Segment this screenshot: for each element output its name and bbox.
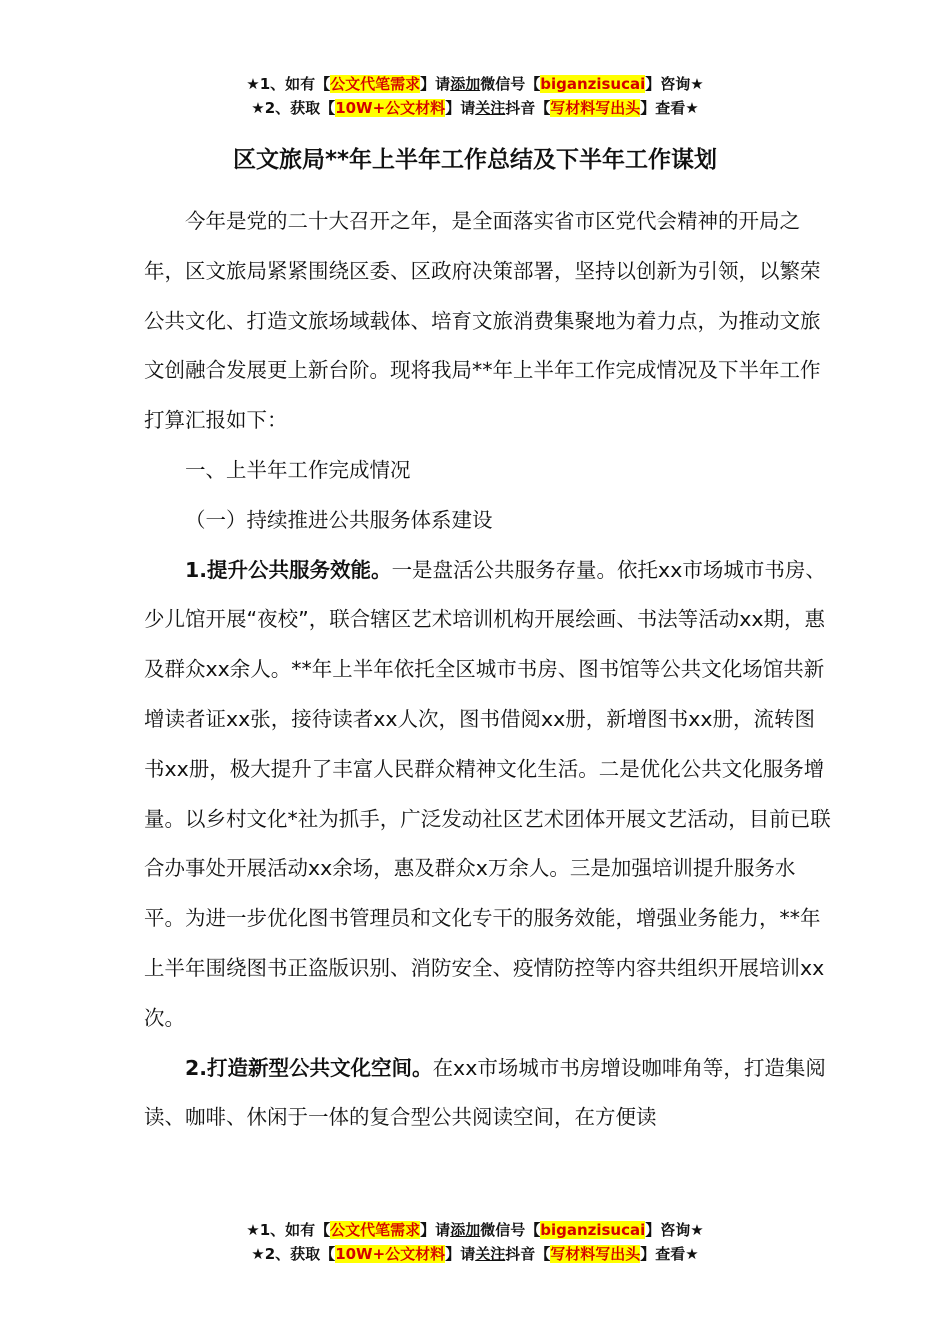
document-body	[144, 197, 834, 1143]
banner-text: 】请	[420, 1221, 451, 1239]
banner-highlight: biganzisucai	[540, 75, 646, 93]
header-banner	[0, 72, 950, 120]
document-title: 区文旅局**年上半年工作总结及下半年工作谋划	[232, 147, 718, 173]
banner-underline: 添加	[450, 1221, 481, 1239]
banner-text: ★2、获取【	[251, 1245, 336, 1263]
banner-text: 】咨询★	[645, 1221, 704, 1239]
banner-underline: 关注	[475, 99, 506, 117]
intro-paragraph: 今年是党的二十大召开之年，是全面落实省市区党代会精神的开局之年，区文旅局紧紧围绕区委、区政府决策部署，坚持以创新为引领，以繁荣公共文化、打造文旅场域载体、培育文旅消费集聚地为着力点，为推动文旅文创融合发展更上新台阶。现将我局**年上半年工作完成情况及下半年工作打算汇报如下：	[144, 209, 821, 433]
banner-line-2	[0, 96, 950, 120]
banner-text: ★2、获取【	[251, 99, 336, 117]
banner-text: 抖音【	[505, 1245, 551, 1263]
item-title: 1.提升公共服务效能。	[185, 557, 392, 582]
banner-text: 】咨询★	[645, 75, 704, 93]
banner-text: ★1、如有【	[246, 1221, 331, 1239]
item-title: 2.打造新型公共文化空间。	[185, 1055, 433, 1080]
banner-text: 】查看★	[640, 99, 699, 117]
item-paragraph-2	[144, 1044, 834, 1144]
banner-highlight: 10W+公文材料	[335, 99, 446, 117]
banner-text: ★1、如有【	[246, 75, 331, 93]
section-heading: 一、上半年工作完成情况	[185, 457, 411, 482]
banner-highlight: 写材料写出头	[550, 99, 641, 117]
item-paragraph-1	[144, 546, 834, 1044]
item-text: 一是盘活公共服务存量。依托xx市场城市书房、少儿馆开展“夜校”，联合辖区艺术培训机构开展绘画、书法等活动xx期，惠及群众xx余人。**年上半年依托全区城市书房、图书馆等公共文化场馆共新增读者证xx张，接待读者xx人次，图书借阅xx册，新增图书xx册，流转图书xx册，极大提升了丰富人民群众精神文化生活。二是优化公共文化服务增量。以乡村文化*社为抓手，广泛发动社区艺术团体开展文艺活动，目前已联合办事处开展活动xx余场，惠及群众x万余人。三是加强培训提升服务水平。为进一步优化图书管理员和文化专干的服务效能，增强业务能力，**年上半年围绕图书正盗版识别、消防安全、疫情防控等内容共组织开展培训xx次。	[144, 557, 831, 1030]
footer-banner	[0, 1218, 950, 1266]
banner-highlight: 10W+公文材料	[335, 1245, 446, 1263]
banner-text: 微信号【	[480, 75, 541, 93]
subsection-heading: （一）持续推进公共服务体系建设	[185, 507, 493, 532]
item-text: 在xx市场城市书房增设咖啡角等，打造集阅读、咖啡、休闲于一体的复合型公共阅读空间，在方便读	[144, 1055, 826, 1130]
banner-highlight: biganzisucai	[540, 1221, 646, 1239]
banner-line-2	[0, 1242, 950, 1266]
banner-text: 】请	[445, 99, 476, 117]
banner-text: 抖音【	[505, 99, 551, 117]
banner-highlight: 公文代笔需求	[330, 1221, 421, 1239]
banner-highlight: 公文代笔需求	[330, 75, 421, 93]
banner-line-1	[0, 1218, 950, 1242]
banner-text: 】请	[420, 75, 451, 93]
banner-line-1	[0, 72, 950, 96]
banner-text: 微信号【	[480, 1221, 541, 1239]
banner-underline: 关注	[475, 1245, 506, 1263]
banner-text: 】查看★	[640, 1245, 699, 1263]
banner-text: 】请	[445, 1245, 476, 1263]
banner-highlight: 写材料写出头	[550, 1245, 641, 1263]
banner-underline: 添加	[450, 75, 481, 93]
